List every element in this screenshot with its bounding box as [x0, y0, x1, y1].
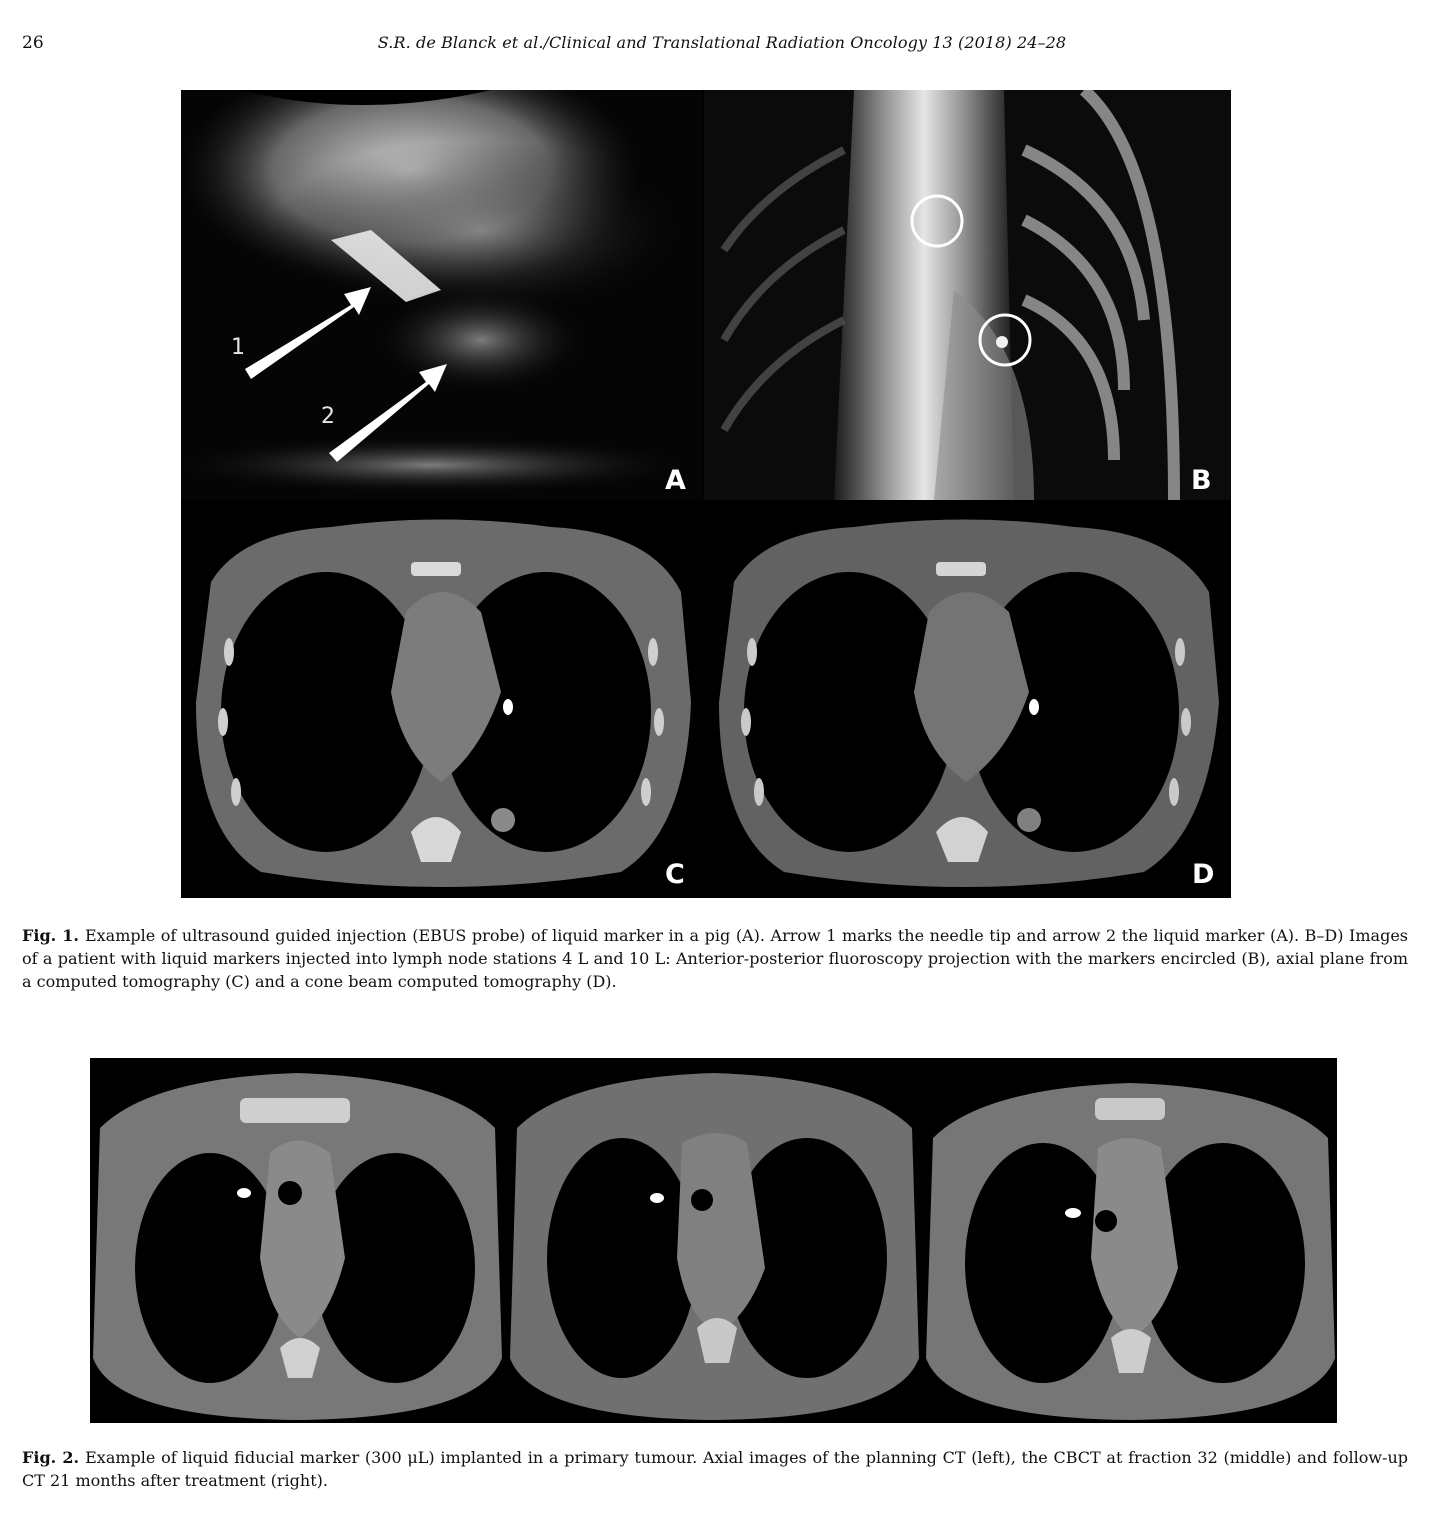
figure-2-caption-text: Example of liquid fiducial marker (300 μL) implanted in a primary tumour. Axial images of the planning CT (left), the CBCT at fraction 32 (middle) and follow-up CT 21 months after treatment (right). — [22, 1448, 1408, 1490]
panel-planning-ct — [90, 1058, 505, 1423]
panel-label-d: D — [1192, 859, 1215, 890]
panel-d-cbct — [704, 502, 1231, 898]
panel-c-ct — [181, 502, 703, 898]
panel-cbct-fraction — [507, 1058, 921, 1423]
ultrasound-image — [181, 90, 703, 500]
panel-a-ultrasound — [181, 90, 703, 500]
running-title: S.R. de Blanck et al./Clinical and Translational Radiation Oncology 13 (2018) 24–28 — [377, 33, 1067, 52]
figure-1-caption-text: Example of ultrasound guided injection (EBUS probe) of liquid marker in a pig (A). Arrow 1 marks the needle tip and arrow 2 the liquid marker (A). B–D) Images of a patient with liquid markers injected into lymph node stations 4 L and 10 L: Anterior-posterior fluoroscopy projection with the markers encircled (B), axial plane from a computed tomography (C) and a cone beam computed tomography (D). — [22, 926, 1409, 991]
panel-b-fluoroscopy — [704, 90, 1231, 500]
figure-2 — [90, 1058, 1337, 1423]
planning-ct-image — [90, 1058, 505, 1423]
followup-ct-image — [923, 1058, 1337, 1423]
panel-label-a: A — [665, 465, 686, 496]
fluoroscopy-image — [704, 90, 1231, 500]
figure-1-caption-label: Fig. 1. — [22, 926, 79, 945]
figure-2-caption — [22, 1446, 1408, 1492]
figure-1 — [181, 90, 1231, 898]
figure-2-caption-label: Fig. 2. — [22, 1448, 80, 1467]
panel-label-c: C — [665, 859, 685, 890]
arrow-1-number: 1 — [231, 335, 245, 360]
ct-axial-image — [181, 502, 703, 898]
panel-followup-ct — [923, 1058, 1337, 1423]
panel-label-b: B — [1191, 465, 1212, 496]
page-number: 26 — [22, 33, 44, 53]
arrow-2-number: 2 — [321, 404, 335, 429]
cbct-axial-image — [704, 502, 1231, 898]
figure-1-caption — [22, 924, 1408, 993]
cbct-fraction-image — [507, 1058, 921, 1423]
